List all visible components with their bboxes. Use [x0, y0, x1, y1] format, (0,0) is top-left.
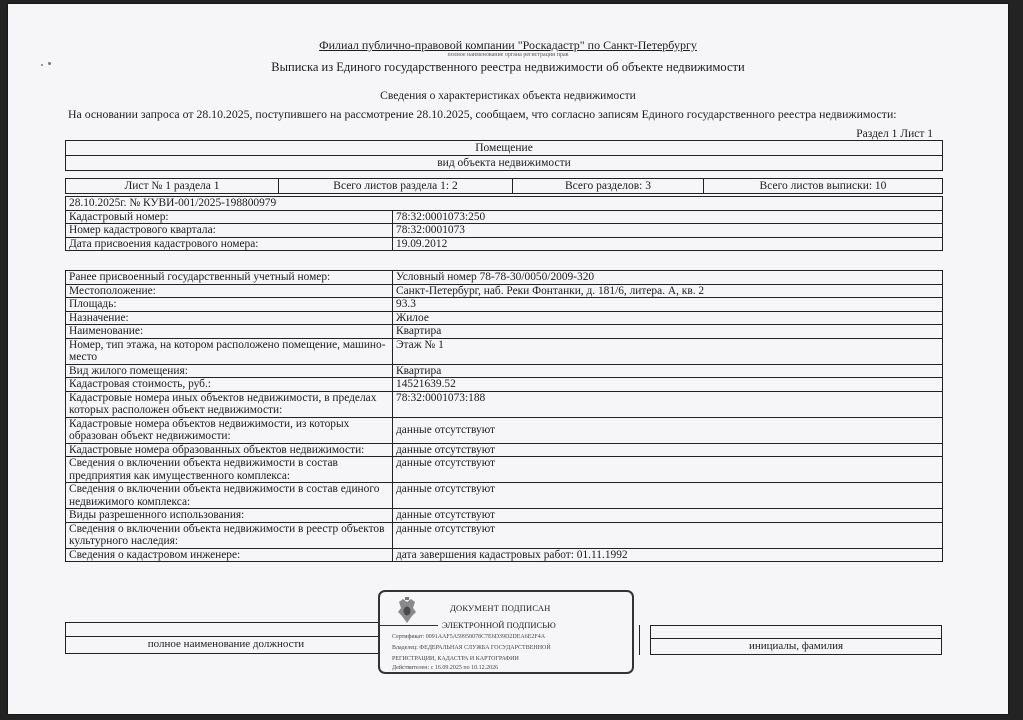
table-row: [66, 364, 943, 378]
field-label: Виды разрешенного использования:: [66, 509, 393, 523]
stamp-line-2: ЭЛЕКТРОННОЙ ПОДПИСЬЮ: [442, 620, 556, 630]
table-row: [66, 325, 943, 339]
field-label: Наименование:: [66, 325, 393, 339]
field-value: дата завершения кадастровых работ: 01.11.1992: [393, 548, 943, 562]
table-row: [66, 311, 943, 325]
extract-sheets-total: Всего листов выписки: 10: [759, 180, 887, 192]
field-label: Местоположение:: [66, 284, 393, 298]
table-row: [66, 271, 943, 285]
field-label: Сведения о включении объекта недвижимости в реестр объектов культурного наследия:: [66, 522, 393, 548]
field-value: 78:32:0001073: [393, 224, 943, 238]
organization-caption: полное наименование органа регистрации прав: [447, 52, 569, 58]
field-label: Назначение:: [66, 311, 393, 325]
table-row: [66, 210, 943, 224]
field-value: данные отсутствуют: [393, 522, 943, 548]
field-label: Кадастровые номера образованных объектов недвижимости:: [66, 443, 393, 457]
field-value: Квартира: [393, 325, 943, 339]
section-sheet-label: Раздел 1 Лист 1: [856, 128, 933, 140]
section-title: Сведения о характеристиках объекта недвижимости: [380, 90, 636, 102]
field-value: данные отсутствуют: [393, 483, 943, 509]
section-sheets-total: Всего листов раздела 1: 2: [279, 179, 513, 193]
divider: [651, 638, 941, 639]
stamp-owner: Владелец: ФЕДЕРАЛЬНАЯ СЛУЖБА ГОСУДАРСТВЕННОЙ: [392, 645, 551, 651]
field-label: Кадастровый номер:: [66, 210, 393, 224]
details-table: [65, 270, 943, 562]
sheet-number: Лист № 1 раздела 1: [66, 179, 279, 193]
field-label: Дата присвоения кадастрового номера:: [66, 237, 393, 251]
field-value: данные отсутствуют: [393, 417, 943, 443]
field-value: 78:32:0001073:188: [393, 391, 943, 417]
field-value: 93.3: [393, 298, 943, 312]
table-row: [66, 284, 943, 298]
object-type-value: Помещение: [65, 140, 943, 156]
table-row: [66, 443, 943, 457]
table-row: [66, 483, 943, 509]
table-row: [66, 378, 943, 392]
field-label: Номер кадастрового квартала:: [66, 224, 393, 238]
field-label: Сведения о кадастровом инженере:: [66, 548, 393, 562]
signer-name-field: [650, 625, 942, 655]
field-label: Кадастровые номера объектов недвижимости, из которых образован объект недвижимости:: [66, 417, 393, 443]
extract-number: 28.10.2025г. № КУВИ-001/2025-198800979: [66, 197, 943, 211]
table-row: [66, 237, 943, 251]
field-value: Санкт-Петербург, наб. Реки Фонтанки, д. 181/6, литера. А, кв. 2: [393, 284, 943, 298]
field-label: Кадастровые номера иных объектов недвижимости, в пределах которых расположен объект недвижимости:: [66, 391, 393, 417]
field-label: Площадь:: [66, 298, 393, 312]
document-page: [8, 4, 1008, 714]
field-value: данные отсутствуют: [393, 509, 943, 523]
object-type-caption: вид объекта недвижимости: [65, 155, 943, 171]
table-row: [66, 224, 943, 238]
field-value: данные отсутствуют: [393, 457, 943, 483]
table-row: [66, 509, 943, 523]
divider: [378, 625, 438, 626]
position-caption: полное наименование должности: [147, 638, 305, 650]
field-label: Ранее присвоенный государственный учетный номер:: [66, 271, 393, 285]
coat-of-arms-icon: [394, 596, 420, 626]
table-row: [66, 298, 943, 312]
field-label: Вид жилого помещения:: [66, 364, 393, 378]
signer-position-field: [65, 622, 387, 654]
sections-total: Всего разделов: 3: [513, 179, 704, 193]
organization-name: Филиал публично-правовой компании "Роскадастр" по Санкт-Петербургу: [319, 38, 697, 52]
stamp-validity: Действителен: с 16.09.2025 по 10.12.2026: [392, 665, 499, 671]
field-value: 19.09.2012: [393, 237, 943, 251]
divider: [66, 636, 386, 637]
name-caption: инициалы, фамилия: [748, 640, 844, 652]
field-value: данные отсутствуют: [393, 443, 943, 457]
extract-number-row: [66, 197, 943, 211]
request-text: На основании запроса от 28.10.2025, поступившего на рассмотрение 28.10.2025, сообщаем, что согласно записям Единого государственного реестра недвижимости:: [68, 107, 897, 121]
stamp-certificate: Сертификат: 0091AAF5A59950078C7E6D39D2DEA6E2F4A: [392, 634, 546, 640]
field-label: Сведения о включении объекта недвижимости в состав единого недвижимого комплекса:: [66, 483, 393, 509]
table-row: [66, 338, 943, 364]
table-row: [66, 522, 943, 548]
basic-fields-table: [65, 196, 943, 251]
table-row: [66, 391, 943, 417]
stamp-owner-2: РЕГИСТРАЦИИ, КАДАСТРА И КАРТОГРАФИИ: [392, 656, 519, 662]
field-value: 78:32:0001073:250: [393, 210, 943, 224]
field-label: Номер, тип этажа, на котором расположено помещение, машино-место: [66, 338, 393, 364]
field-value: Условный номер 78-78-30/0050/2009-320: [393, 271, 943, 285]
field-value: Квартира: [393, 364, 943, 378]
stamp-line-1: ДОКУМЕНТ ПОДПИСАН: [450, 603, 551, 613]
field-value: Этаж № 1: [393, 338, 943, 364]
field-label: Кадастровая стоимость, руб.:: [66, 378, 393, 392]
electronic-signature-stamp: [378, 590, 634, 674]
field-value: 14521639.52: [393, 378, 943, 392]
table-row: [66, 548, 943, 562]
field-label: Сведения о включении объекта недвижимости в состав предприятия как имущественного комплекса:: [66, 457, 393, 483]
field-value: Жилое: [393, 311, 943, 325]
table-row: [66, 457, 943, 483]
table-row: [66, 417, 943, 443]
sheet-info-row: [65, 178, 943, 194]
document-title: Выписка из Единого государственного реестра недвижимости об объекте недвижимости: [271, 60, 745, 74]
